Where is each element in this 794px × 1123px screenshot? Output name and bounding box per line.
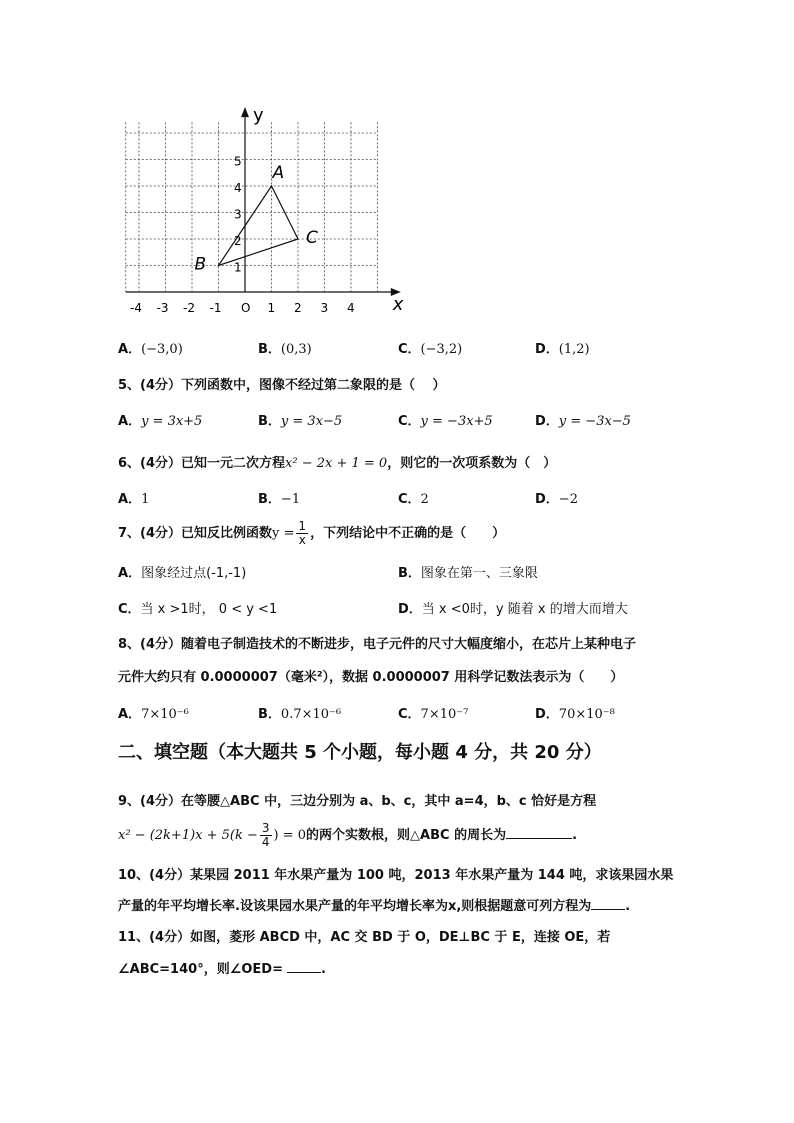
x-axis-label: x — [392, 294, 404, 315]
q4-option-d[interactable]: D．(1,2) — [535, 342, 590, 357]
q5-option-c[interactable]: C．y = −3x+5 — [398, 414, 493, 429]
q5-option-d[interactable]: D．y = −3x−5 — [535, 414, 631, 429]
point-label-a: A — [272, 163, 285, 183]
q4-option-a[interactable]: A．(−3,0) — [118, 342, 183, 357]
q6-options — [118, 488, 718, 510]
q11-answer-blank[interactable] — [287, 960, 321, 973]
q7-stem — [118, 514, 505, 554]
q7-options-row2 — [118, 598, 718, 620]
q6-stem-tail: ，则它的一次项系数为（ ） — [387, 456, 557, 471]
point-label-b: B — [194, 254, 207, 275]
q9-stem-line2 — [118, 816, 577, 856]
q7-option-a[interactable]: A．图象经过点(-1,-1) — [118, 566, 247, 581]
q10-period: . — [625, 899, 631, 914]
q5-option-a[interactable]: A．y = 3x+5 — [118, 414, 203, 429]
triangle-outline — [219, 186, 299, 266]
q10-stem-line2 — [118, 895, 630, 914]
triangle-abc — [195, 163, 319, 275]
q4-option-c[interactable]: C．(−3,2) — [398, 342, 463, 357]
q9-stem-line1: 9、(4分）在等腰△ABC 中，三边分别为 a、b、c，其中 a=4，b、c 恰好是方程 — [118, 794, 597, 809]
point-label-c: C — [306, 228, 318, 248]
q8-option-c[interactable]: C．7×10⁻⁷ — [398, 707, 469, 722]
q7-fraction: $\frac{1}{x}$ — [298, 519, 307, 547]
q5-options — [118, 410, 718, 432]
q8-option-a[interactable]: A．7×10⁻⁶ — [118, 707, 189, 722]
x-tick-label: 1 — [267, 301, 276, 315]
q8-stem-line2: 元件大约只有 0.0000007（毫米²），数据 0.0000007 用科学记数法表示为（ ） — [118, 670, 624, 685]
axes — [126, 105, 404, 315]
q7-option-d[interactable]: D．当 x <0时，y 随着 x 的增大而增大 — [398, 602, 628, 617]
y-tick-label: 5 — [234, 154, 242, 169]
q10-stem-line1: 10、(4分）某果园 2011 年水果产量为 100 吨，2013 年水果产量为 144 吨，求该果园水果 — [118, 868, 674, 883]
x-tick-label: 4 — [347, 301, 355, 315]
q6-stem-text: 6、(4分）已知一元二次方程 — [118, 456, 286, 471]
q11-stem-line1: 11、(4分）如图，菱形 ABCD 中，AC 交 BD 于 O，DE⊥BC 于 E，连接 OE，若 — [118, 930, 611, 945]
q8-stem-line1: 8、(4分）随着电子制造技术的不断进步，电子元件的尺寸大幅度缩小，在芯片上某种电子 — [118, 637, 637, 652]
x-tick-label: -4 — [130, 301, 142, 315]
tick-labels — [130, 155, 355, 316]
y-axis-arrow — [241, 107, 249, 117]
q11-stem-text: ∠ABC=140°，则∠OED= — [118, 962, 283, 977]
x-tick-label: O — [241, 301, 251, 315]
q9-stem-tail: 的两个实数根，则△ABC 的周长为 — [306, 828, 507, 843]
x-tick-label: -3 — [156, 301, 169, 315]
y-tick-label: 1 — [234, 260, 242, 275]
x-tick-label: -2 — [183, 301, 195, 315]
q6-equation: x² − 2x + 1 = 0 — [285, 456, 388, 471]
q7-options-row1 — [118, 562, 718, 584]
q7-stem-text: 7、(4分）已知反比例函数 — [118, 526, 273, 541]
q9-period: . — [572, 828, 578, 843]
q7-option-b[interactable]: B．图象在第一、三象限 — [398, 566, 538, 581]
q9-equation-part1: x² − (2k+1)x + 5(k − — [118, 828, 258, 843]
q6-option-b[interactable]: B．−1 — [258, 492, 301, 507]
q4-option-b[interactable]: B．(0,3) — [258, 342, 312, 357]
q6-option-d[interactable]: D．−2 — [535, 492, 578, 507]
grid-lines — [126, 122, 378, 292]
q9-fraction: $\frac{3}{4}$ — [261, 821, 270, 849]
q7-option-c[interactable]: C．当 x >1时， 0 < y <1 — [118, 602, 278, 617]
x-tick-label: 3 — [320, 301, 329, 315]
q6-option-c[interactable]: C．2 — [398, 492, 429, 507]
q7-stem-tail: ，下列结论中不正确的是（ ） — [310, 526, 506, 541]
q4-options — [118, 338, 718, 360]
q6-stem — [118, 452, 556, 471]
x-tick-label: -1 — [209, 301, 222, 315]
coordinate-figure — [110, 100, 430, 320]
q10-answer-blank[interactable] — [591, 897, 625, 910]
q5-option-b[interactable]: B．y = 3x−5 — [258, 414, 343, 429]
coordinate-grid — [110, 100, 430, 320]
y-tick-label: 2 — [234, 234, 242, 248]
y-tick-label: 4 — [234, 181, 242, 195]
x-tick-label: 2 — [294, 301, 302, 315]
q11-stem-line2 — [118, 958, 326, 977]
q8-options — [118, 703, 718, 725]
q7-function: y = — [272, 526, 295, 541]
y-axis-label: y — [253, 105, 264, 127]
q8-option-d[interactable]: D．70×10⁻⁸ — [535, 707, 615, 722]
q9-answer-blank[interactable] — [506, 826, 572, 839]
q9-equation-part2: ) = 0 — [273, 828, 307, 843]
q5-stem: 5、(4分）下列函数中，图像不经过第二象限的是（ ） — [118, 378, 446, 393]
section-2-title: 二、填空题（本大题共 5 个小题，每小题 4 分，共 20 分） — [118, 742, 602, 763]
y-tick-label: 3 — [234, 207, 242, 222]
q10-stem-text: 产量的年平均增长率.设该果园水果产量的年平均增长率为x,则根据题意可列方程为 — [118, 899, 592, 914]
q11-period: . — [320, 962, 326, 977]
q8-option-b[interactable]: B．0.7×10⁻⁶ — [258, 707, 342, 722]
q6-option-a[interactable]: A．1 — [118, 492, 150, 507]
